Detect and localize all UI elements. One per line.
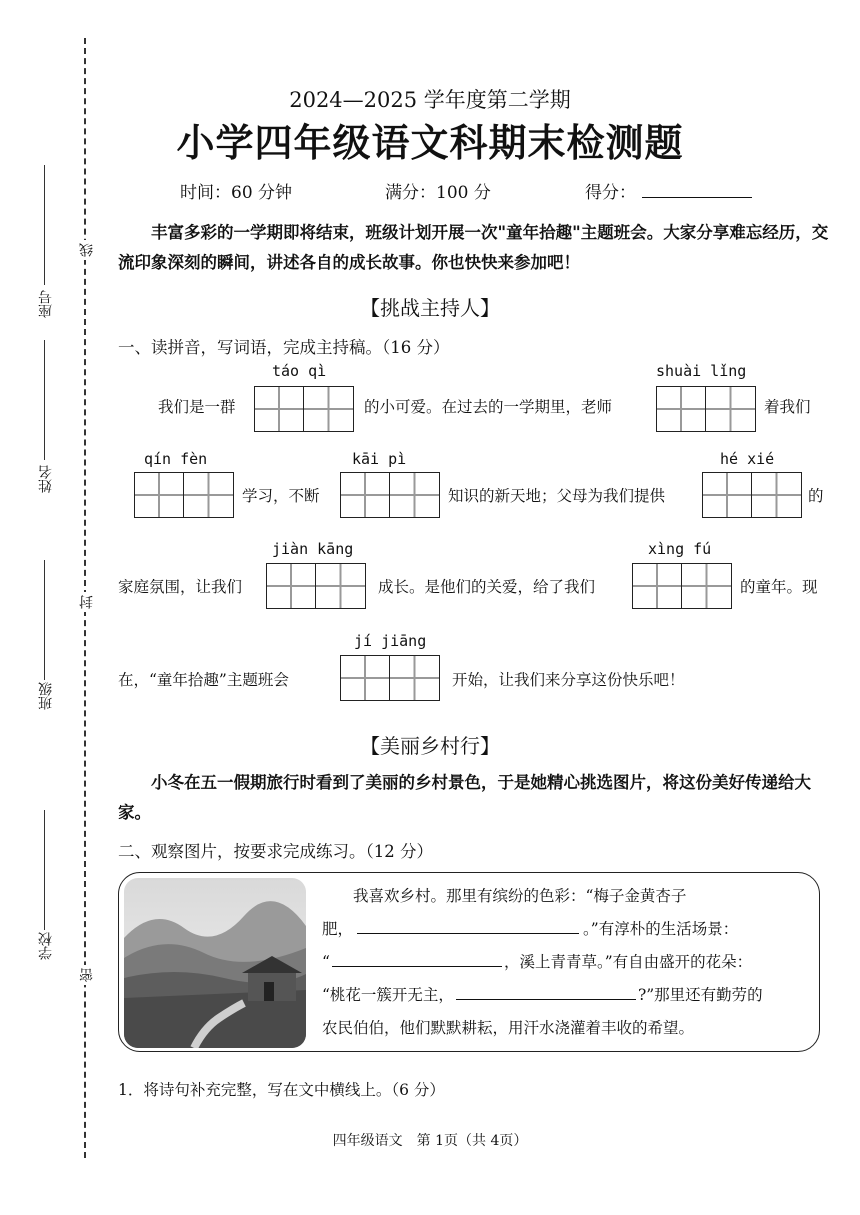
score-blank[interactable] (642, 181, 752, 198)
tian-box[interactable] (390, 655, 440, 701)
tian-box[interactable] (266, 563, 316, 609)
passage-text: ，溪上青青草。”有自由盛开的花朵： (503, 953, 753, 971)
seat-field-line[interactable] (44, 165, 45, 285)
q1-text: 的小可爱。在过去的一学期里，老师 (364, 398, 613, 416)
exam-title: 小学四年级语文科期末检测题 (176, 120, 684, 165)
pinyin-taoqi: táo qì (272, 362, 327, 380)
q1-text: 的 (808, 487, 824, 505)
tian-box[interactable] (702, 472, 752, 518)
tian-box[interactable] (682, 563, 732, 609)
school-field-line[interactable] (44, 810, 45, 930)
passage-text: 。”有淳朴的生活场景： (583, 920, 739, 938)
answer-blank-3[interactable] (456, 984, 636, 1000)
tian-box[interactable] (340, 655, 390, 701)
subquestion-1: 1．将诗句补充完整，写在文中横线上。（6 分） (118, 1081, 445, 1099)
pinyin-xingfu: xìng fú (648, 540, 712, 558)
tian-box[interactable] (134, 472, 184, 518)
binding-mark-line: 线 (77, 240, 97, 260)
passage-line-2 (322, 913, 812, 946)
answer-blank-1[interactable] (357, 918, 579, 934)
q1-text: 成长。是他们的关爱，给了我们 (378, 578, 596, 596)
passage-text: ?”那里还有勤劳的 (637, 986, 763, 1004)
question-2-title: 二、观察图片，按要求完成练习。（12 分） (118, 842, 433, 861)
intro-paragraph-2: 小冬在五一假期旅行时看到了美丽的乡村景色，于是她精心挑选图片，将这份美好传递给大家。 (118, 773, 811, 822)
q1-text: 知识的新天地；父母为我们提供 (448, 487, 666, 505)
pinyin-jiankang: jiàn kāng (272, 540, 354, 558)
passage-line-3 (322, 946, 812, 979)
name-label: 姓名 (38, 465, 54, 493)
pinyin-qinfen: qín fèn (144, 450, 208, 468)
passage-text: 肥， (322, 920, 354, 938)
q1-text: 着我们 (764, 398, 811, 416)
binding-mark-seal: 封 (77, 592, 97, 612)
pinyin-shuailing: shuài lǐng (656, 362, 747, 380)
exam-time: 时间：60 分钟 (180, 183, 293, 203)
passage-text: “ (322, 953, 330, 971)
tian-box[interactable] (706, 386, 756, 432)
tian-box[interactable] (340, 472, 390, 518)
q1-text: 学习，不断 (242, 487, 320, 505)
school-year: 2024—2025 学年度第二学期 (289, 88, 571, 112)
score-label: 得分： (585, 183, 636, 203)
q1-text: 家庭氛围，让我们 (118, 578, 243, 596)
school-label: 学校 (38, 932, 54, 960)
full-score: 满分：100 分 (385, 183, 491, 203)
name-field-line[interactable] (44, 340, 45, 460)
pinyin-hexie: hé xié (720, 450, 775, 468)
tian-box[interactable] (656, 386, 706, 432)
pinyin-jijiang: jí jiāng (354, 632, 427, 650)
q1-text: 我们是一群 (158, 398, 236, 416)
page-footer: 四年级语文 第 1页（共 4页） (332, 1133, 528, 1149)
binding-mark-secret: 密 (77, 965, 97, 985)
passage-line-4 (322, 979, 812, 1012)
passage-line-1: 我喜欢乡村。那里有缤纷的色彩：“梅子金黄杏子 (353, 887, 687, 905)
tian-box[interactable] (632, 563, 682, 609)
answer-blank-2[interactable] (332, 951, 502, 967)
class-label: 班级 (38, 682, 54, 710)
passage-line-5: 农民伯伯，他们默默耕耘，用汗水浇灌着丰收的希望。 (322, 1019, 695, 1037)
tian-box[interactable] (316, 563, 366, 609)
seat-label: 座号 (38, 290, 54, 318)
village-landscape-image (124, 878, 306, 1048)
passage-text: “桃花一簇开无主， (322, 986, 454, 1004)
tian-box[interactable] (184, 472, 234, 518)
class-field-line[interactable] (44, 560, 45, 680)
question-1-title: 一、读拼音，写词语，完成主持稿。（16 分） (118, 338, 450, 357)
score-field[interactable] (585, 178, 752, 203)
q1-text: 在，“童年拾趣”主题班会 (118, 671, 289, 689)
tian-box[interactable] (304, 386, 354, 432)
pinyin-kaipi: kāi pì (352, 450, 407, 468)
section-heading-host: 【挑战主持人】 (360, 296, 500, 320)
q1-text: 的童年。现 (740, 578, 818, 596)
q1-text: 开始，让我们来分享这份快乐吧！ (452, 671, 685, 689)
intro-paragraph: 丰富多彩的一学期即将结束，班级计划开展一次"童年拾趣"主题班会。大家分享难忘经历，交流印象深刻的瞬间，讲述各自的成长故事。你也快快来参加吧！ (118, 223, 829, 272)
section-heading-village: 【美丽乡村行】 (360, 734, 500, 758)
tian-box[interactable] (390, 472, 440, 518)
tian-box[interactable] (254, 386, 304, 432)
tian-box[interactable] (752, 472, 802, 518)
